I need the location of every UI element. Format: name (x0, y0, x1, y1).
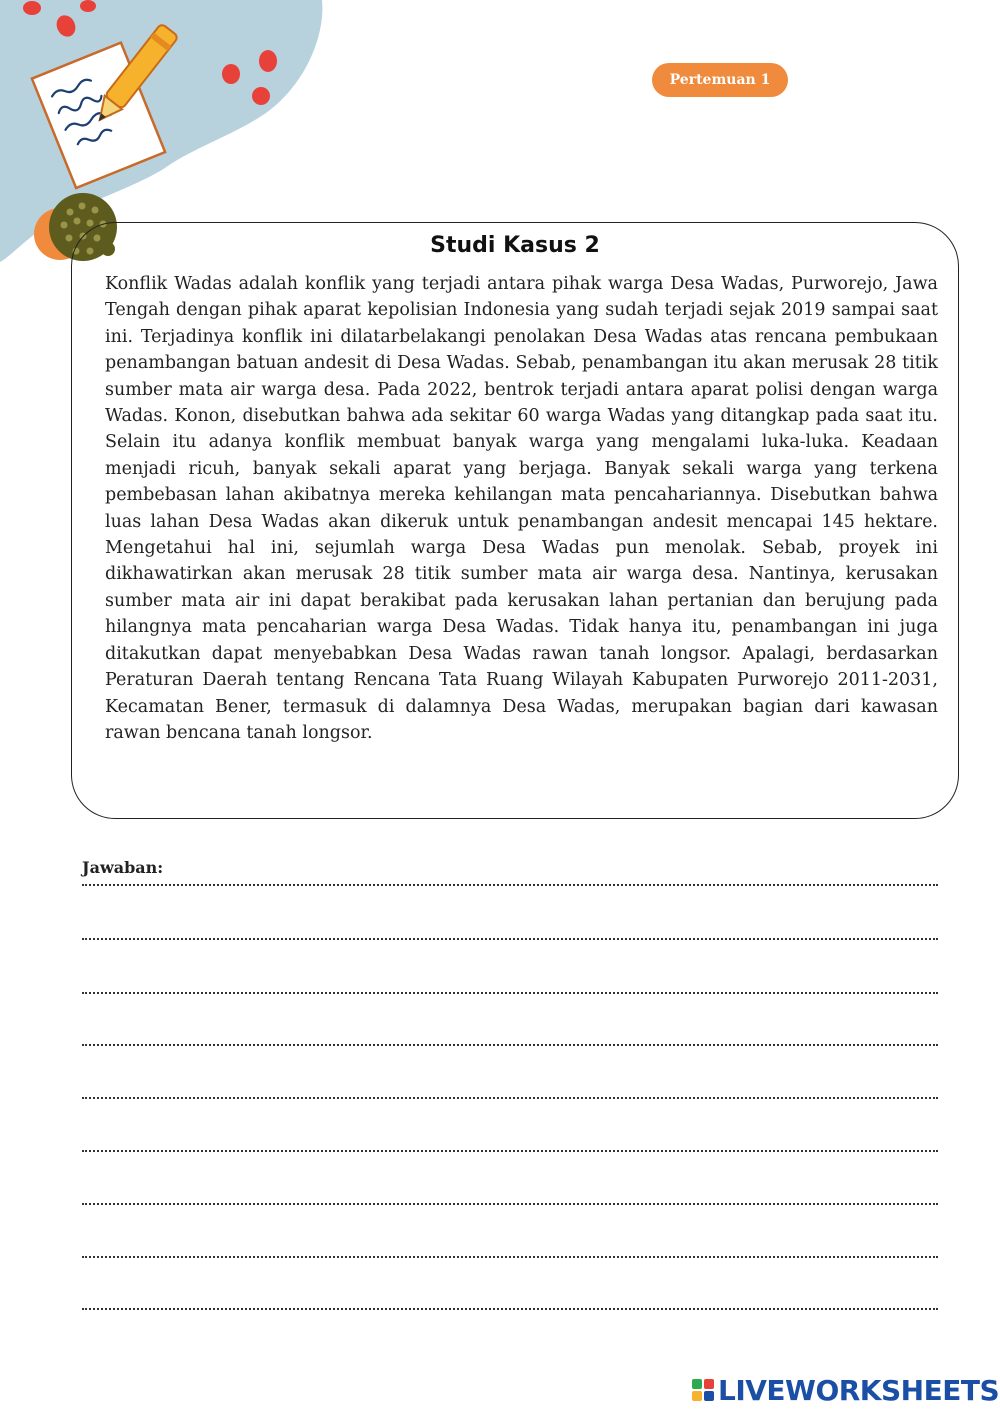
answer-line[interactable] (82, 884, 938, 886)
answer-line[interactable] (82, 992, 938, 994)
answer-line[interactable] (82, 1203, 938, 1205)
answer-line[interactable] (82, 1150, 938, 1152)
answer-line[interactable] (82, 1256, 938, 1258)
case-study-text: Konflik Wadas adalah konflik yang terjadi antara pihak warga Desa Wadas, Purworejo, Jawa Tengah dengan pihak aparat kepolisian Indonesia yang sudah terjadi sejak 2019 sampai saat ini. Terjadinya konflik ini dilatarbelakangi penolakan Desa Wadas atas rencana pembukaan penambangan batuan andesit di Desa Wadas. Sebab, penambangan itu akan merusak 28 titik sumber mata air warga desa. Pada 2022, bentrok terjadi antara aparat polisi dengan warga Wadas. Konon, disebutkan bahwa ada sekitar 60 warga Wadas yang ditangkap pada saat itu. Selain itu adanya konflik membuat banyak warga yang mengalami luka-luka. Keadaan menjadi ricuh, banyak sekali aparat yang berjaga. Banyak sekali warga yang terkena pembebasan lahan akibatnya mereka kehilangan mata pencahariannya. Disebutkan bahwa luas lahan Desa Wadas akan dikeruk untuk penambangan andesit mencapai 145 hektare. Mengetahui hal ini, sejumlah warga Desa Wadas pun menolak. Sebab, proyek ini dikhawatirkan akan merusak 28 titik sumber mata air warga desa. Nantinya, kerusakan sumber mata air ini dapat berakibat pada kerusakan lahan pertanian dan berujung pada hilangnya mata pencaharian warga Desa Wadas. Tidak hanya itu, penambangan ini juga ditakutkan dapat menyebabkan Desa Wadas rawan tanah longsor. Apalagi, berdasarkan Peraturan Daerah tentang Rencana Tata Ruang Wilayah Kabupaten Purworejo 2011-2031, Kecamatan Bener, termasuk di dalamnya Desa Wadas, merupakan bagian dari kawasan rawan bencana tanah longsor. (105, 274, 938, 743)
session-badge: Pertemuan 1 (652, 63, 788, 97)
brand-name: LIVEWORKSHEETS (718, 1373, 1000, 1407)
answer-label: Jawaban: (82, 858, 164, 877)
answer-line[interactable] (82, 938, 938, 940)
case-study-box (71, 222, 959, 819)
liveworksheets-logo[interactable] (692, 1373, 999, 1407)
case-study-title: Studi Kasus 2 (430, 233, 600, 258)
liveworksheets-logo-icon (692, 1379, 714, 1401)
answer-line[interactable] (82, 1044, 938, 1046)
answer-line[interactable] (82, 1308, 938, 1310)
answer-line[interactable] (82, 1097, 938, 1099)
